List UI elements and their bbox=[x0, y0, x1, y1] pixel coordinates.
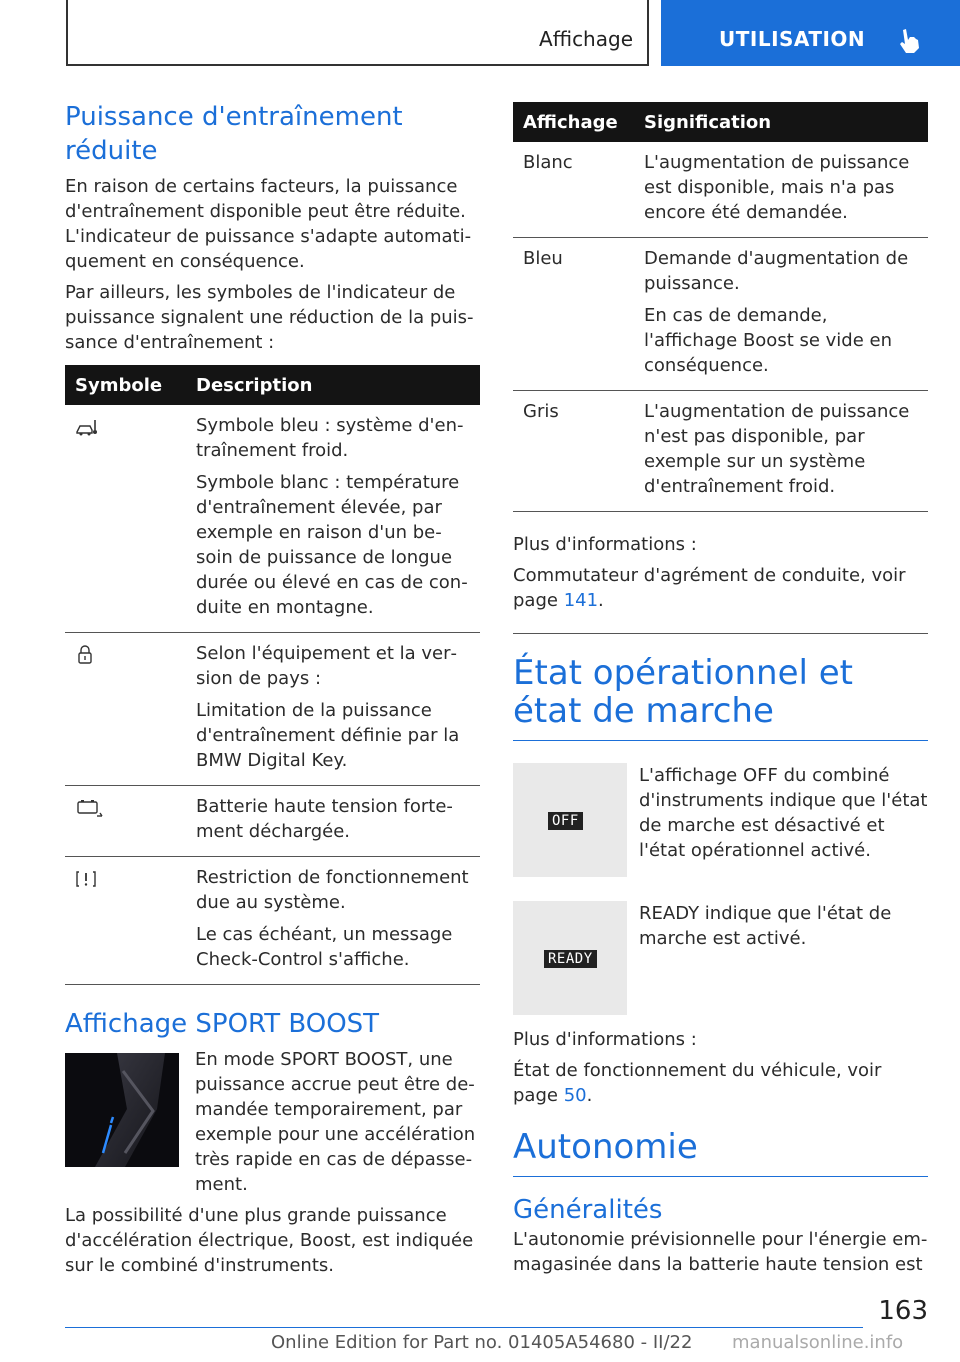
display-table bbox=[513, 102, 928, 512]
symbols-header-description: Description bbox=[186, 365, 480, 405]
ready-block bbox=[513, 901, 928, 1015]
table-row bbox=[65, 633, 480, 786]
footer-edition: Online Edition for Part no. 01405A54680 - II/22 bbox=[271, 1332, 693, 1353]
page-link-50[interactable]: 50 bbox=[563, 1085, 587, 1106]
symbol-desc-line: Restriction de fonctionnement due au système. bbox=[196, 867, 469, 913]
display-header-affichage: Affichage bbox=[513, 102, 634, 142]
car-thermometer-icon bbox=[75, 417, 101, 437]
display-meaning-line: Demande d'augmentation de puissance. bbox=[644, 248, 909, 294]
symbol-desc-line: Selon l'équipement et la version de pays : bbox=[196, 643, 458, 689]
reduced-power-p2: Par ailleurs, les symboles de l'indicateur de puissance signalent une réduction de la puissance d'entraînement : bbox=[65, 282, 474, 353]
symbol-desc-line: Limitation de la puissance d'entraînement définie par la BMW Digital Key. bbox=[196, 700, 460, 771]
battery-icon bbox=[75, 798, 103, 818]
table-row bbox=[65, 786, 480, 857]
sport-boost-image bbox=[65, 1053, 179, 1167]
more-info-link-line bbox=[513, 563, 928, 634]
link-prefix: Commutateur d'agrément de conduite, voir page bbox=[513, 565, 906, 611]
section-label: Affichage bbox=[539, 27, 633, 51]
ready-image bbox=[513, 901, 627, 1015]
table-row bbox=[513, 391, 928, 512]
autonomy-title: Autonomie bbox=[513, 1128, 928, 1177]
display-meaning-line: L'augmentation de puissance n'est pas disponible, par exemple sur un système d'entraînement froid. bbox=[644, 401, 910, 497]
more-info-label: Plus d'informations : bbox=[513, 534, 697, 555]
off-badge: OFF bbox=[548, 812, 583, 830]
off-image bbox=[513, 763, 627, 877]
symbols-table bbox=[65, 365, 480, 985]
tab-utilisation-label: UTILISATION bbox=[719, 27, 866, 51]
header-frame bbox=[66, 0, 649, 66]
reduced-power-p1: En raison de certains facteurs, la puissance d'entraînement disponible peut être réduite. L'indicateur de puissance s'adapte automatiquement en conséquence. bbox=[65, 176, 472, 272]
footer-watermark: manualsonline.info bbox=[732, 1332, 904, 1353]
link-suffix: . bbox=[586, 1085, 593, 1106]
ready-text: READY indique que l'état de marche est activé. bbox=[639, 903, 892, 949]
symbol-desc-line: Le cas échéant, un message Check-Control s'affiche. bbox=[196, 924, 453, 970]
page-link-141[interactable]: 141 bbox=[563, 590, 599, 611]
tab-utilisation[interactable] bbox=[661, 0, 960, 66]
more-info-label: Plus d'informations : bbox=[513, 1029, 697, 1050]
display-label: Blanc bbox=[513, 142, 634, 238]
page-number: 163 bbox=[878, 1296, 928, 1326]
general-paragraph: L'autonomie prévisionnelle pour l'énergie emmagasinée dans la batterie haute tension est bbox=[513, 1229, 928, 1275]
table-row bbox=[513, 142, 928, 238]
display-label: Gris bbox=[513, 391, 634, 512]
display-meaning-line: L'augmentation de puissance est disponible, mais n'a pas encore été demandée. bbox=[644, 152, 910, 223]
sport-boost-block bbox=[65, 1047, 480, 1197]
symbols-header-symbol: Symbole bbox=[65, 365, 186, 405]
symbol-desc-line: Symbole blanc : température d'entraînement élevée, par exemple en raison d'un besoin de puissance de longue durée ou élevé en cas de conduite en montagne. bbox=[196, 472, 468, 618]
off-text: L'affichage OFF du combiné d'instruments indique que l'état de marche est désactivé et l'état opérationnel activé. bbox=[639, 765, 928, 861]
left-column bbox=[65, 100, 480, 1278]
lock-icon bbox=[75, 645, 95, 665]
link-suffix: . bbox=[598, 590, 604, 611]
state-title: État opérationnel et état de marche bbox=[513, 654, 928, 741]
reduced-power-title: Puissance d'entraînement réduite bbox=[65, 102, 403, 166]
off-block bbox=[513, 763, 928, 877]
symbol-desc-line: Batterie haute tension fortement déchargée. bbox=[196, 796, 453, 842]
display-meaning-line: En cas de demande, l'affichage Boost se vide en conséquence. bbox=[644, 305, 893, 376]
table-row bbox=[65, 405, 480, 633]
hand-pointer-icon bbox=[894, 26, 924, 56]
footer-rule bbox=[65, 1327, 863, 1328]
ready-badge: READY bbox=[544, 950, 597, 968]
symbol-desc-line: Symbole bleu : système d'entraînement froid. bbox=[196, 415, 464, 461]
sport-boost-p2: La possibilité d'une plus grande puissance d'accélération électrique, Boost, est indiquée sur le combiné d'instruments. bbox=[65, 1205, 474, 1276]
sport-boost-title: Affichage SPORT BOOST bbox=[65, 1009, 380, 1039]
display-header-signification: Signification bbox=[634, 102, 928, 142]
display-label: Bleu bbox=[513, 238, 634, 391]
boost-gauge-icon bbox=[65, 1053, 179, 1167]
right-column bbox=[513, 100, 928, 1277]
table-row bbox=[513, 238, 928, 391]
sport-boost-p1: En mode SPORT BOOST, une puissance accrue peut être demandée temporairement, par exemple pour une accélération très rapide en cas de dépassement. bbox=[195, 1049, 476, 1195]
table-row bbox=[65, 857, 480, 985]
warning-box-icon bbox=[75, 869, 97, 889]
link-prefix: État de fonctionnement du véhicule, voir page bbox=[513, 1060, 882, 1106]
general-title: Généralités bbox=[513, 1195, 663, 1225]
more-info-link-line bbox=[513, 1058, 928, 1108]
